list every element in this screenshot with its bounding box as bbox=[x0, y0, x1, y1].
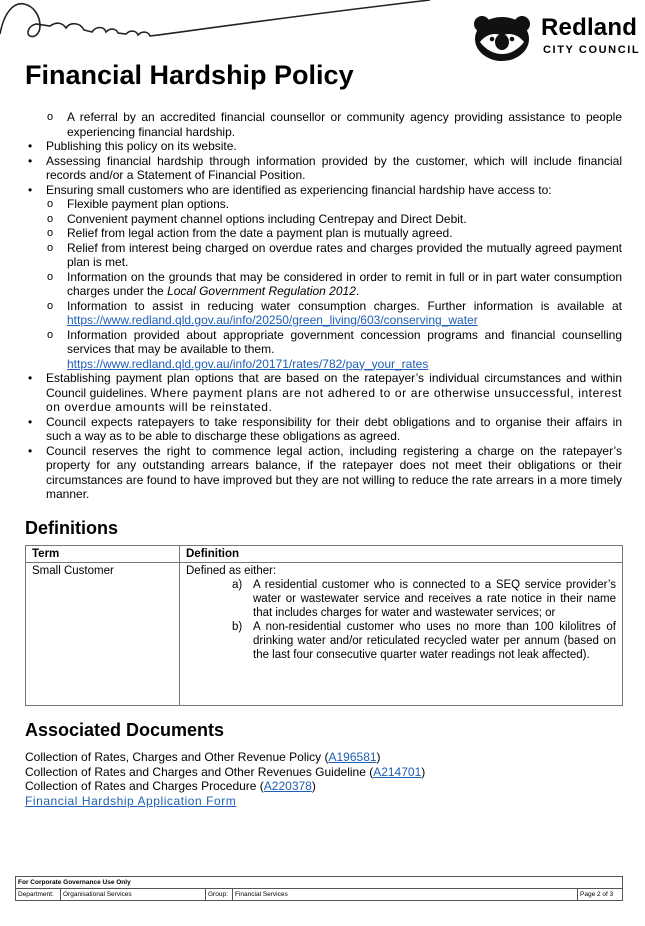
list-item: o Information on the grounds that may be considered in order to remit in full or in part water consumption charges under the Local Government Regulation 2012. bbox=[47, 269, 622, 298]
table-row bbox=[26, 563, 623, 706]
financial-hardship-application-form-link[interactable]: Financial Hardship Application Form bbox=[25, 793, 237, 808]
definition-cell bbox=[180, 563, 623, 706]
list-item: • Council expects ratepayers to take responsibility for their debt obligations and to organise their affairs in such a way as to be able to discharge these obligations as agreed. bbox=[28, 414, 622, 443]
term-cell: Small Customer bbox=[26, 563, 180, 706]
document-link-a196581[interactable]: A196581 bbox=[328, 750, 377, 764]
group-value: Financial Services bbox=[233, 889, 578, 901]
governance-label: For Corporate Governance Use Only bbox=[16, 877, 623, 889]
list-item: • Council reserves the right to commence legal action, including registering a charge on the ratepayer’s property for any outstanding arrears balance, if the ratepayer does not meet their obligations or their circumstances are found to have improved but they are not willing to reduce the rate arrears in a more timely manner. bbox=[28, 443, 622, 501]
governance-footer bbox=[15, 876, 623, 901]
department-value: Organisational Services bbox=[61, 889, 206, 901]
pay-your-rates-link[interactable]: https://www.redland.qld.gov.au/info/20171/rates/782/pay_your_rates bbox=[67, 356, 429, 371]
definitions-table bbox=[25, 545, 623, 706]
logo-subtitle: CITY COUNCIL bbox=[543, 44, 641, 56]
list-item: • Assessing financial hardship through information provided by the customer, which will include financial records and/or a Statement of Financial Position. bbox=[28, 153, 622, 182]
list-item: o A referral by an accredited financial counsellor or community agency providing assistance to people experiencing financial hardship. bbox=[47, 110, 622, 139]
page-title: Financial Hardship Policy bbox=[25, 60, 354, 90]
logo-name: Redland bbox=[541, 14, 638, 41]
redland-city-council-logo bbox=[474, 10, 644, 64]
list-item: o Convenient payment channel options including Centrepay and Direct Debit. bbox=[47, 211, 467, 226]
policy-body bbox=[25, 110, 622, 502]
list-item: • Publishing this policy on its website. bbox=[28, 139, 237, 153]
group-label: Group: bbox=[206, 889, 233, 901]
list-item: • Establishing payment plan options that are based on the ratepayer’s individual circumstances and within Council guidelines. Where payment plans are not adhered to or are otherwise unsuccessful, interest on overdue amounts will be reinstated. bbox=[28, 371, 622, 414]
column-header-term: Term bbox=[26, 546, 180, 563]
page-number: Page 2 of 3 bbox=[578, 889, 623, 901]
koala-icon bbox=[474, 12, 530, 62]
list-item: o Relief from legal action from the date a payment plan is mutually agreed. bbox=[47, 226, 453, 240]
header-decoration bbox=[0, 0, 430, 50]
list-item: Collection of Rates and Charges and Other Revenues Guideline (A214701) bbox=[25, 764, 426, 779]
definition-intro: Defined as either: bbox=[186, 565, 277, 577]
document-link-a214701[interactable]: A214701 bbox=[373, 764, 422, 779]
list-item: • Ensuring small customers who are identified as experiencing financial hardship have access to: bbox=[28, 182, 552, 197]
document-link-a220378[interactable]: A220378 bbox=[263, 779, 312, 793]
conserving-water-link[interactable]: https://www.redland.qld.gov.au/info/20250/green_living/603/conserving_water bbox=[67, 313, 478, 327]
list-item: o Information provided about appropriate government concession programs and financial counselling services that may be available to them. https://www.redland.qld.gov.au/info/20171/rates/782/pay_your_rates bbox=[47, 327, 622, 371]
column-header-definition: Definition bbox=[180, 546, 623, 563]
list-item bbox=[25, 794, 425, 809]
definition-option-a: a) A residential customer who is connected to a SEQ service provider’s water or wastewater service and receives a rate notice in their name that includes charges for water and wastewater services; or bbox=[232, 579, 616, 619]
list-item: o Relief from interest being charged on overdue rates and charges provided the mutually agreed payment plan is met. bbox=[47, 240, 622, 269]
list-item: o Information to assist in reducing water consumption charges. Further information is available at https://www.redland.qld.gov.au/info/20250/green_living/603/conserving_water bbox=[47, 298, 622, 327]
associated-documents-heading: Associated Documents bbox=[25, 720, 225, 740]
definition-option-b: b) A non-residential customer who uses no more than 100 kilolitres of drinking water and/or reticulated recycled water per annum (based on the last four consecutive quarter water readings not leak affected). bbox=[232, 621, 616, 661]
list-item: o Flexible payment plan options. bbox=[47, 197, 230, 211]
definitions-heading: Definitions bbox=[25, 518, 118, 538]
associated-documents-list bbox=[25, 750, 425, 808]
list-item: Collection of Rates, Charges and Other Revenue Policy (A196581) bbox=[25, 750, 381, 764]
list-item: Collection of Rates and Charges Procedure (A220378) bbox=[25, 779, 316, 793]
department-label: Department: bbox=[16, 889, 61, 901]
table-header-row bbox=[26, 546, 623, 563]
